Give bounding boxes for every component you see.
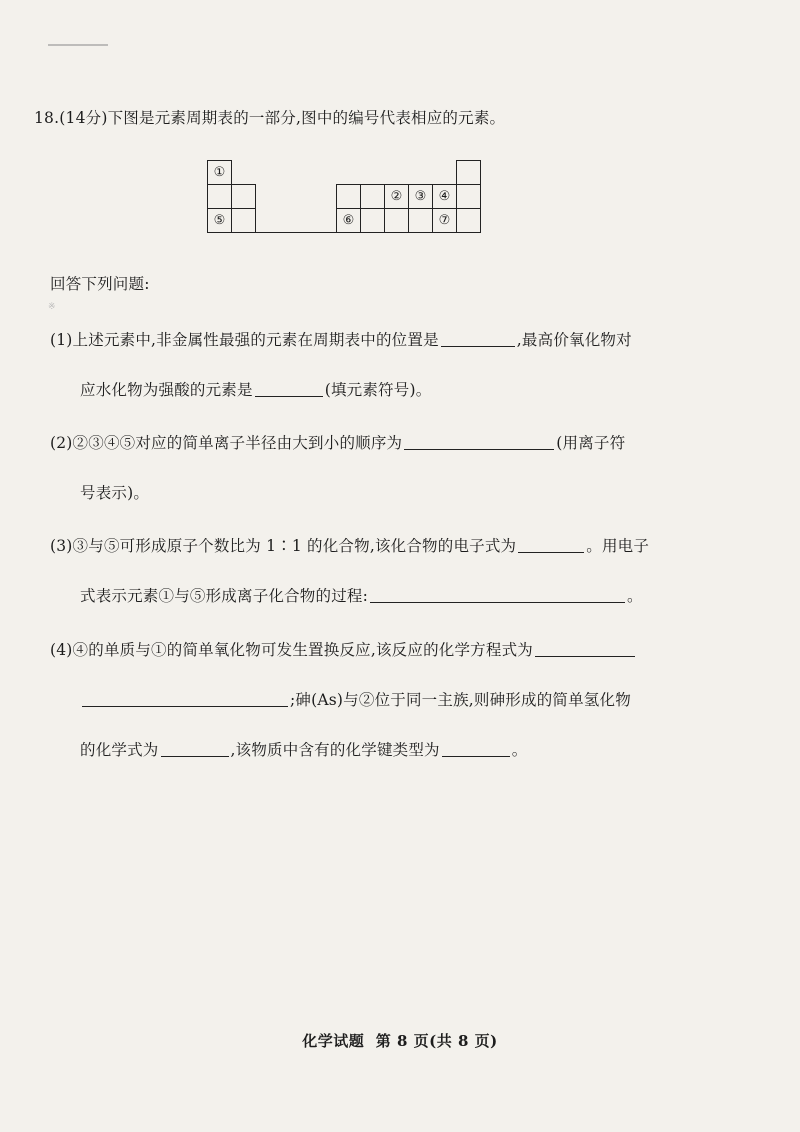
part-4-line-2	[80, 690, 631, 710]
page-footer	[0, 1030, 800, 1051]
cell-element-6	[336, 208, 361, 233]
answer-blank[interactable]	[255, 380, 323, 397]
cell-label: ⑦	[438, 213, 451, 228]
part-3-line-2	[80, 586, 643, 606]
cell-element-1	[207, 160, 232, 185]
part-2-line-1	[50, 433, 625, 453]
question-points: (14分)	[59, 109, 108, 127]
part-4-text: ,该物质中含有的化学键类型为	[230, 741, 440, 759]
cell-empty	[360, 184, 385, 209]
question-intro: 下图是元素周期表的一部分,图中的编号代表相应的元素。	[107, 109, 506, 127]
cell-element-5	[207, 208, 232, 233]
periodic-table-fragment	[207, 160, 489, 240]
cell-label: ③	[414, 189, 427, 204]
cell-empty	[456, 208, 481, 233]
part-1-text: ,最高价氧化物对	[516, 331, 632, 349]
answer-blank[interactable]	[441, 330, 515, 347]
footer-subject: 化学试题	[302, 1032, 365, 1050]
cell-label: ②	[390, 189, 403, 204]
answer-blank[interactable]	[370, 586, 625, 603]
part-1-text: (填元素符号)。	[324, 381, 432, 399]
cell-element-2	[384, 184, 409, 209]
part-4-text: 的化学式为	[80, 741, 159, 759]
part-2-line-2: 号表示)。	[80, 484, 150, 502]
part-4-line-1	[50, 640, 637, 660]
part-2-text: (用离子符	[556, 434, 626, 452]
part-1-text: 应水化物为强酸的元素是	[80, 381, 253, 399]
cell-element-4	[432, 184, 457, 209]
part-4-line-3	[80, 740, 527, 760]
answer-blank[interactable]	[535, 640, 635, 657]
answer-blank[interactable]	[82, 690, 288, 707]
part-1-text: (1)上述元素中,非金属性最强的元素在周期表中的位置是	[50, 331, 439, 349]
cell-empty	[456, 184, 481, 209]
part-4-text: (4)④的单质与①的简单氧化物可发生置换反应,该反应的化学方程式为	[50, 641, 533, 659]
cell-label: ⑥	[342, 213, 355, 228]
question-number: 18.	[34, 109, 60, 127]
part-3-text: 。	[627, 587, 643, 605]
part-3-line-1	[50, 536, 649, 556]
scan-mark	[48, 44, 108, 46]
cell-element-7	[432, 208, 457, 233]
cell-empty	[384, 208, 409, 233]
part-2-text: (2)②③④⑤对应的简单离子半径由大到小的顺序为	[50, 434, 403, 452]
cell-label: ④	[438, 189, 451, 204]
table-baseline	[255, 232, 337, 233]
cell-empty	[231, 208, 256, 233]
part-4-text: 。	[511, 741, 528, 759]
part-3-text: 式表示元素①与⑤形成离子化合物的过程:	[80, 587, 369, 605]
part-3-text: (3)③与⑤可形成原子个数比为 1∶1 的化合物,该化合物的电子式为	[50, 537, 517, 555]
part-3-text: 。用电子	[586, 537, 650, 555]
cell-element-3	[408, 184, 433, 209]
cell-label: ⑤	[213, 213, 226, 228]
cell-empty	[408, 208, 433, 233]
answer-blank[interactable]	[442, 740, 510, 757]
question-header	[34, 108, 505, 128]
answer-prompt: 回答下列问题:	[50, 275, 150, 293]
answer-blank[interactable]	[404, 433, 554, 450]
cell-empty	[456, 160, 481, 185]
footer-page-number: 第 8 页(共 8 页)	[375, 1032, 498, 1050]
cell-empty	[207, 184, 232, 209]
part-4-text: ;砷(As)与②位于同一主族,则砷形成的简单氢化物	[290, 691, 631, 709]
cell-empty	[231, 184, 256, 209]
answer-blank[interactable]	[518, 536, 584, 553]
part-1-line-2	[80, 380, 431, 400]
scan-mark: ※	[48, 302, 56, 312]
cell-empty	[360, 208, 385, 233]
part-1-line-1	[50, 330, 632, 350]
cell-label: ①	[213, 165, 226, 180]
answer-blank[interactable]	[161, 740, 229, 757]
cell-empty	[336, 184, 361, 209]
